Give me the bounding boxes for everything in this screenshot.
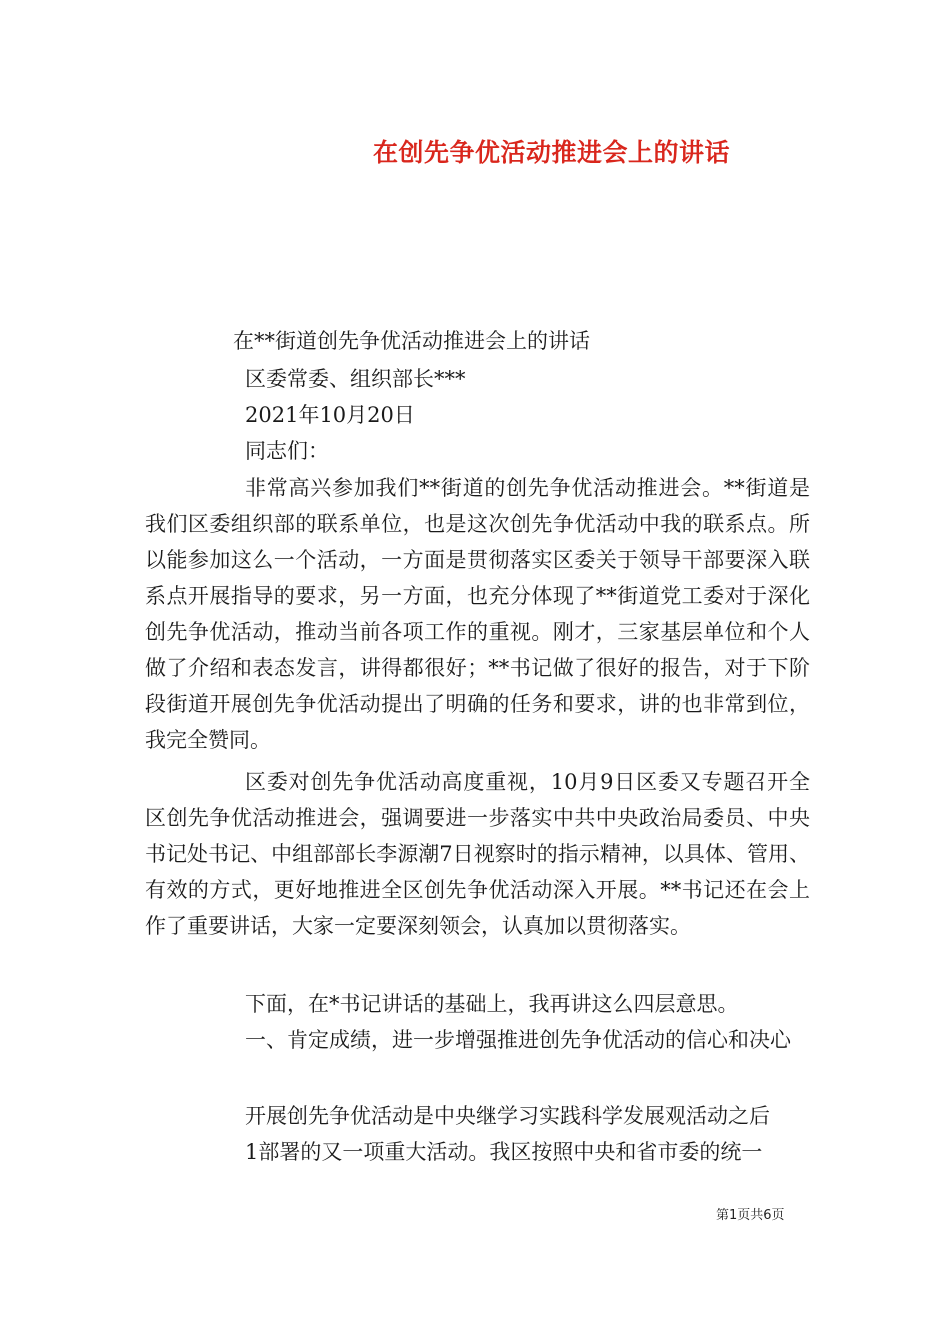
document-title: 在创先争优活动推进会上的讲话	[373, 138, 731, 167]
paragraph-1: 非常高兴参加我们**街道的创先争优活动推进会。**街道是我们区委组织部的联系单位，也是这次创先争优活动中我的联系点。所以能参加这么一个活动，一方面是贯彻落实区委关于领导干部要深入联系点开展指导的要求，另一方面，也充分体现了**街道党工委对于深化创先争优活动，推动当前各项工作的重视。刚才，三家基层单位和个人做了介绍和表态发言，讲得都很好；**书记做了很好的报告，对于下阶段街道开展创先争优活动提出了明确的任务和要求，讲的也非常到位，我完全赞同。	[145, 476, 810, 752]
paragraph-2: 区委对创先争优活动高度重视，10月9日区委又专题召开全区创先争优活动推进会，强调要进一步落实中共中央政治局委员、中央书记处书记、中组部部长李源潮7日视察时的指示精神，以具体、管用、有效的方式，更好地推进全区创先争优活动深入开展。**书记还在会上作了重要讲话，大家一定要深刻领会，认真加以贯彻落实。	[145, 770, 810, 938]
section-heading-1: 一、肯定成绩，进一步增强推进创先争优活动的信心和决心	[245, 1028, 791, 1052]
speech-subtitle: 在**街道创先争优活动推进会上的讲话	[233, 329, 590, 353]
paragraph-3: 下面，在*书记讲话的基础上，我再讲这么四层意思。	[245, 992, 739, 1016]
body-line-last-1: 开展创先争优活动是中央继学习实践科学发展观活动之后	[245, 1104, 770, 1128]
speaker-line: 区委常委、组织部长***	[245, 367, 466, 391]
date-line: 2021年10月20日	[245, 403, 415, 427]
page-number-footer: 第1页共6页	[716, 1208, 785, 1223]
body-line-last-2: 1部署的又一项重大活动。我区按照中央和省市委的统一	[245, 1140, 763, 1164]
salutation: 同志们：	[245, 439, 329, 463]
